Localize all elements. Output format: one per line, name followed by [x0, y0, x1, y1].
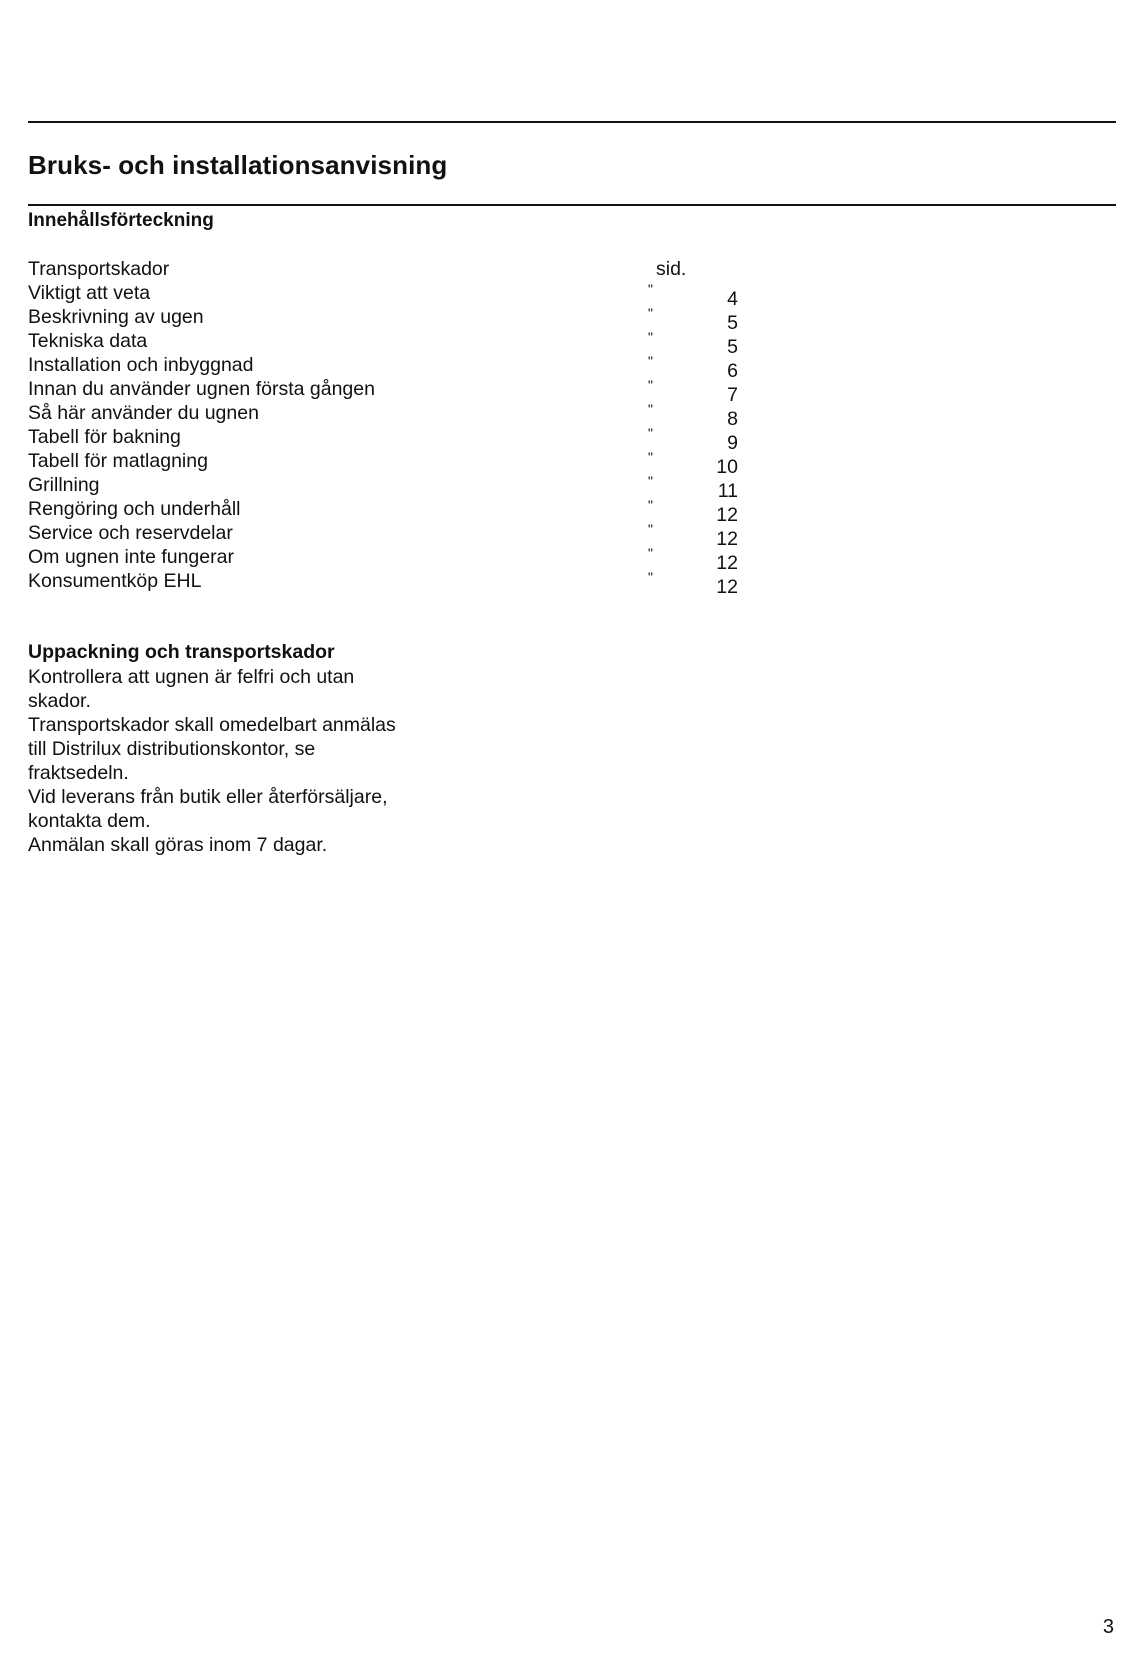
- toc-ditto-mark: ": [648, 281, 653, 297]
- toc-row: [28, 305, 748, 334]
- section-heading: Uppackning och transportskador: [28, 641, 335, 663]
- toc-entry-page: 5: [727, 312, 738, 334]
- section-divider: [28, 204, 1116, 206]
- table-of-contents: [28, 257, 748, 598]
- toc-entry-title: Tekniska data: [28, 330, 148, 352]
- toc-entry-page: 12: [716, 552, 738, 574]
- toc-ditto-mark: ": [648, 425, 653, 441]
- toc-entry-page: 10: [716, 456, 738, 478]
- toc-row: [28, 329, 748, 358]
- toc-row: [28, 449, 748, 478]
- toc-ditto-mark: ": [648, 377, 653, 393]
- toc-entry-page: 12: [716, 576, 738, 598]
- toc-ditto-mark: ": [648, 545, 653, 561]
- body-line: Anmälan skall göras inom 7 dagar.: [28, 834, 328, 856]
- toc-entry-page: 9: [727, 432, 738, 454]
- body-line: Kontrollera att ugnen är felfri och utan: [28, 666, 355, 688]
- toc-row: [28, 473, 748, 502]
- toc-row: [28, 545, 748, 574]
- toc-heading: Innehållsförteckning: [28, 210, 214, 231]
- toc-row: [28, 569, 748, 598]
- toc-ditto-mark: ": [648, 305, 653, 321]
- toc-entry-title: Grillning: [28, 474, 100, 496]
- body-line: Vid leverans från butik eller återförsäljare,: [28, 786, 388, 808]
- page-number: 3: [1102, 1616, 1114, 1638]
- toc-row: [28, 281, 748, 310]
- toc-entry-title: Innan du använder ugnen första gången: [28, 378, 375, 400]
- toc-ditto-mark: ": [648, 497, 653, 513]
- toc-entry-page: 7: [727, 384, 738, 406]
- toc-entry-title: Transportskador: [28, 258, 170, 280]
- toc-row: [28, 377, 748, 406]
- toc-entry-title: Rengöring och underhåll: [28, 498, 241, 520]
- toc-row: [28, 257, 748, 281]
- toc-row: [28, 353, 748, 382]
- toc-ditto-mark: ": [648, 449, 653, 465]
- toc-entry-title: Om ugnen inte fungerar: [28, 546, 234, 568]
- toc-entry-page: 4: [727, 288, 738, 310]
- toc-sid-label: sid.: [656, 258, 687, 280]
- body-line: till Distrilux distributionskontor, se: [28, 738, 316, 760]
- body-line: kontakta dem.: [28, 810, 151, 832]
- toc-entry-title: Så här använder du ugnen: [28, 402, 259, 424]
- toc-ditto-mark: ": [648, 353, 653, 369]
- body-line: Transportskador skall omedelbart anmälas: [28, 714, 396, 736]
- top-divider: [28, 121, 1116, 123]
- toc-entry-title: Installation och inbyggnad: [28, 354, 254, 376]
- toc-entry-page: 5: [727, 336, 738, 358]
- toc-entry-title: Beskrivning av ugen: [28, 306, 204, 328]
- toc-ditto-mark: ": [648, 521, 653, 537]
- toc-entry-title: Tabell för bakning: [28, 426, 181, 448]
- toc-ditto-mark: ": [648, 473, 653, 489]
- document-title: Bruks- och installationsanvisning: [28, 150, 448, 180]
- toc-ditto-mark: ": [648, 569, 653, 585]
- toc-entry-title: Tabell för matlagning: [28, 450, 208, 472]
- body-line: fraktsedeln.: [28, 762, 129, 784]
- toc-row: [28, 521, 748, 550]
- body-line: skador.: [28, 690, 91, 712]
- toc-row: [28, 425, 748, 454]
- toc-entry-title: Service och reservdelar: [28, 522, 233, 544]
- toc-row: [28, 497, 748, 526]
- toc-entry-page: 12: [716, 504, 738, 526]
- toc-entry-page: 8: [727, 408, 738, 430]
- toc-entry-title: Konsumentköp EHL: [28, 570, 202, 592]
- toc-entry-page: 11: [717, 480, 738, 502]
- toc-entry-page: 12: [716, 528, 738, 550]
- toc-entry-title: Viktigt att veta: [28, 282, 151, 304]
- section-body: [28, 665, 448, 857]
- toc-entry-page: 6: [727, 360, 738, 382]
- toc-ditto-mark: ": [648, 329, 653, 345]
- toc-ditto-mark: ": [648, 401, 653, 417]
- toc-row: [28, 401, 748, 430]
